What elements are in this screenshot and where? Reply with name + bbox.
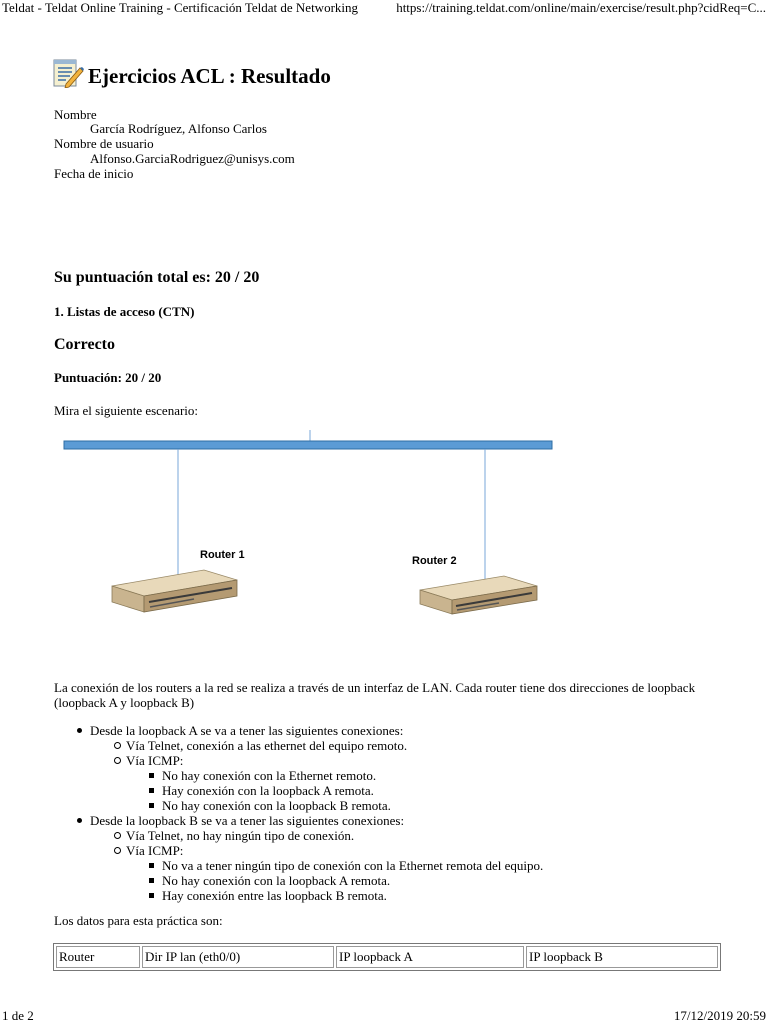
data-intro: Los datos para esta práctica son: — [54, 913, 223, 928]
table-header-cell: Router — [56, 946, 140, 968]
scenario-description: La conexión de los routers a la red se realiza a través de un interfaz de LAN. Cada router tiene dos direcciones de loopback (loopback A y loopback B) — [54, 680, 696, 710]
table-header-cell: IP loopback B — [526, 946, 718, 968]
username-value: Alfonso.GarciaRodriguez@unisys.com — [90, 151, 295, 166]
router1-device — [112, 570, 237, 612]
total-score: Su puntuación total es: 20 / 20 — [54, 269, 260, 286]
page-title: Ejercicios ACL : Resultado — [88, 64, 331, 88]
list-item: Vía ICMP: — [54, 753, 543, 768]
browser-url: https://training.teldat.com/online/main/exercise/result.php?cidReq=C... — [396, 0, 766, 15]
list-item: Vía Telnet, conexión a las ethernet del equipo remoto. — [54, 738, 543, 753]
list-item: No va a tener ningún tipo de conexión con la Ethernet remota del equipo. — [54, 858, 543, 873]
connection-rules-list — [54, 723, 543, 903]
lan-segment — [64, 441, 552, 449]
network-diagram — [54, 428, 564, 638]
question-title: 1. Listas de acceso (CTN) — [54, 304, 195, 319]
table-header-cell: Dir IP lan (eth0/0) — [142, 946, 334, 968]
list-item: Desde la loopback A se va a tener las siguientes conexiones: — [54, 723, 543, 738]
data-table — [53, 943, 721, 971]
router2-device — [420, 576, 537, 614]
list-item: Hay conexión entre las loopback B remota. — [54, 888, 543, 903]
browser-page-title: Teldat - Teldat Online Training - Certificación Teldat de Networking — [2, 0, 359, 15]
list-item: Desde la loopback B se va a tener las siguientes conexiones: — [54, 813, 543, 828]
scenario-intro: Mira el siguiente escenario: — [54, 403, 199, 418]
list-item: Vía ICMP: — [54, 843, 543, 858]
name-label: Nombre — [54, 107, 97, 122]
router2-label: Router 2 — [412, 555, 457, 567]
notepad-pencil-icon — [52, 58, 84, 88]
start-date-label: Fecha de inicio — [54, 166, 134, 181]
print-datetime: 17/12/2019 20:59 — [673, 1008, 766, 1023]
username-label: Nombre de usuario — [54, 136, 154, 151]
router1-label: Router 1 — [200, 549, 245, 561]
name-value: García Rodríguez, Alfonso Carlos — [90, 121, 267, 136]
list-item: No hay conexión con la loopback B remota. — [54, 798, 543, 813]
list-item: No hay conexión con la Ethernet remoto. — [54, 768, 543, 783]
list-item: No hay conexión con la loopback A remota. — [54, 873, 543, 888]
table-header-cell: IP loopback A — [336, 946, 524, 968]
question-score: Puntuación: 20 / 20 — [54, 370, 162, 385]
page-number: 1 de 2 — [2, 1008, 34, 1023]
list-item: Vía Telnet, no hay ningún tipo de conexión. — [54, 828, 543, 843]
status-correct: Correcto — [54, 336, 115, 353]
list-item: Hay conexión con la loopback A remota. — [54, 783, 543, 798]
page-header — [52, 58, 331, 88]
table-header-row — [56, 946, 718, 968]
